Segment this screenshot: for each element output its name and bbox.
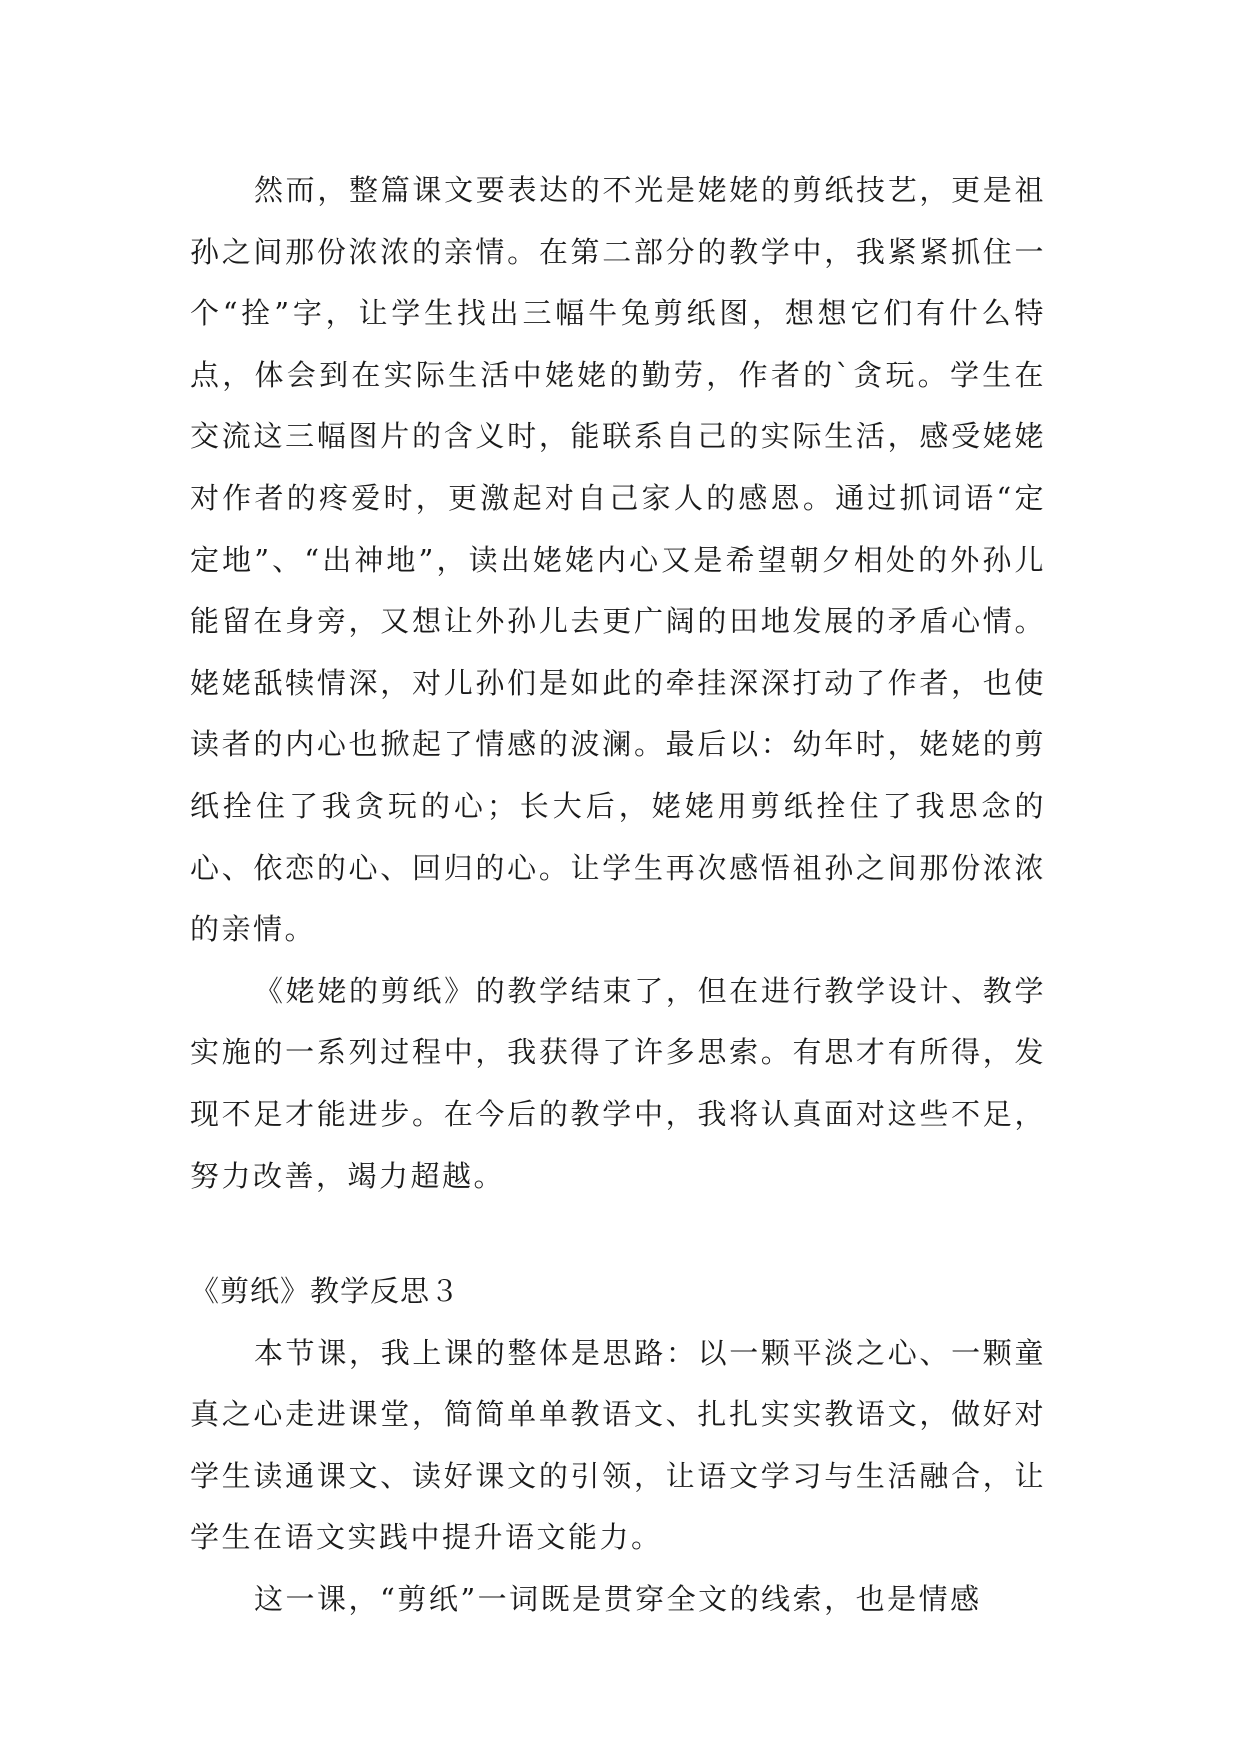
- paragraph-lesson-approach: 本节课，我上课的整体是思路：以一颗平淡之心、一颗童真之心走进课堂，简简单单教语文、扎扎实实教语文，做好对学生读通课文、读好课文的引领，让语文学习与生活融合，让学生在语文实践中提升语文能力。: [190, 1335, 1046, 1555]
- section-heading: 《剪纸》教学反思３: [190, 1274, 461, 1309]
- paragraph-grandma-papercut-affection: 然而，整篇课文要表达的不光是姥姥的剪纸技艺，更是祖孙之间那份浓浓的亲情。在第二部分的教学中，我紧紧抓住一个“拴”字，让学生找出三幅牛兔剪纸图，想想它们有什么特点，体会到在实际生活中姥姥的勤劳，作者的`贪玩。学生在交流这三幅图片的含义时，能联系自己的实际生活，感受姥姥对作者的疼爱时，更激起对自己家人的感恩。通过抓词语“定定地”、“出神地”，读出姥姥内心又是希望朝夕相处的外孙儿能留在身旁，又想让外孙儿去更广阔的田地发展的矛盾心情。姥姥舐犊情深，对儿孙们是如此的牵挂深深打动了作者，也使读者的内心也掀起了情感的波澜。最后以：幼年时，姥姥的剪纸拴住了我贪玩的心；长大后，姥姥用剪纸拴住了我思念的心、依恋的心、回归的心。让学生再次感悟祖孙之间那份浓浓的亲情。: [190, 173, 1046, 947]
- paragraph-teaching-conclusion: 《姥姥的剪纸》的教学结束了，但在进行教学设计、教学实施的一系列过程中，我获得了许多思索。有思才有所得，发现不足才能进步。在今后的教学中，我将认真面对这些不足，努力改善，竭力超越。: [190, 973, 1046, 1193]
- paragraph-papercut-thread: 这一课，“剪纸”一词既是贯穿全文的线索，也是情感: [254, 1582, 982, 1617]
- document-page: [190, 160, 1046, 1631]
